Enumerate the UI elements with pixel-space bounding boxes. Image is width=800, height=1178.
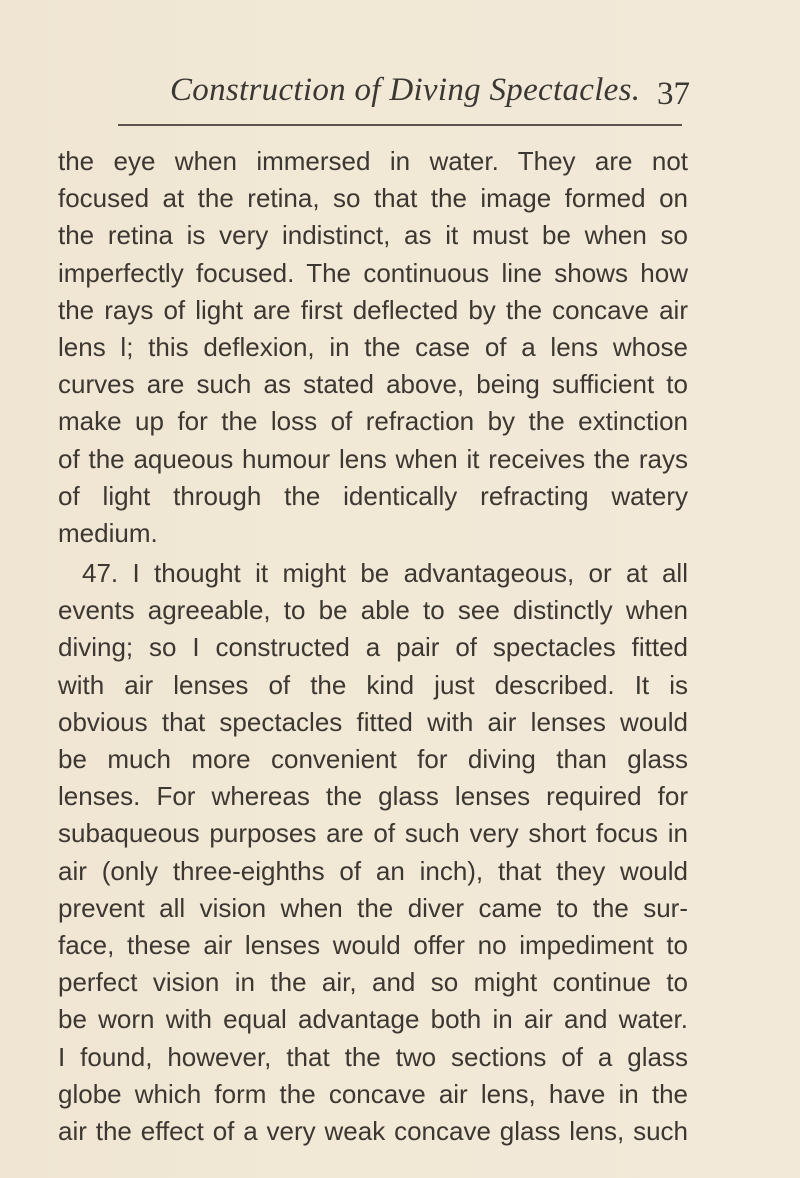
text-line: face, these air lenses would offer no impediment to <box>58 929 688 960</box>
text-line: diving; so I constructed a pair of spectacles fitted <box>58 632 688 663</box>
main-text <box>58 143 688 1150</box>
text-line: air (only three-eighths of an inch), that they would <box>58 855 688 886</box>
text-line: lenses. For whereas the glass lenses required for <box>58 781 688 812</box>
page-header <box>150 72 690 116</box>
text-line: be much more convenient for diving than glass <box>58 744 688 774</box>
paragraph-47 <box>58 555 688 1150</box>
header-rule <box>118 124 682 126</box>
text-line: prevent all vision when the diver came to the sur- <box>58 892 688 923</box>
text-line: imperfectly focused. The continuous line shows how <box>58 257 688 288</box>
text-line-content: I thought it might be advantageous, or at all <box>132 558 688 589</box>
text-line: the eye when immersed in water. They are not <box>58 146 688 176</box>
text-line: be worn with equal advantage both in air and water. <box>58 1004 688 1035</box>
text-line: of the aqueous humour lens when it receives the rays <box>58 443 688 474</box>
text-line: events agreeable, to be able to see distinctly when <box>58 595 688 626</box>
paragraph-1 <box>58 143 688 552</box>
text-line-first <box>58 555 688 592</box>
text-line: medium. <box>58 517 158 548</box>
text-line: curves are such as stated above, being sufficient to <box>58 369 688 400</box>
text-line: globe which form the concave air lens, have in the <box>58 1078 688 1109</box>
paragraph-number: 47. <box>82 558 119 589</box>
text-line: focused at the retina, so that the image formed on <box>58 183 688 214</box>
text-line: the retina is very indistinct, as it must be when so <box>58 220 688 251</box>
text-line: perfect vision in the air, and so might continue to <box>58 967 688 998</box>
text-line: air the effect of a very weak concave glass lens, such <box>58 1115 688 1146</box>
page-number: 37 <box>657 76 690 112</box>
running-head: Construction of Diving Spectacles. <box>170 72 641 108</box>
text-line: subaqueous purposes are of such very short focus in <box>58 818 688 849</box>
text-line: make up for the loss of refraction by the extinction <box>58 406 688 437</box>
text-line: with air lenses of the kind just described. It is <box>58 669 688 700</box>
text-line: obvious that spectacles fitted with air lenses would <box>58 706 688 737</box>
text-line: the rays of light are first deflected by the concave air <box>58 294 688 325</box>
text-line: lens l; this deflexion, in the case of a lens whose <box>58 331 688 362</box>
text-line: I found, however, that the two sections of a glass <box>58 1041 688 1072</box>
text-line: of light through the identically refracting watery <box>58 480 688 511</box>
